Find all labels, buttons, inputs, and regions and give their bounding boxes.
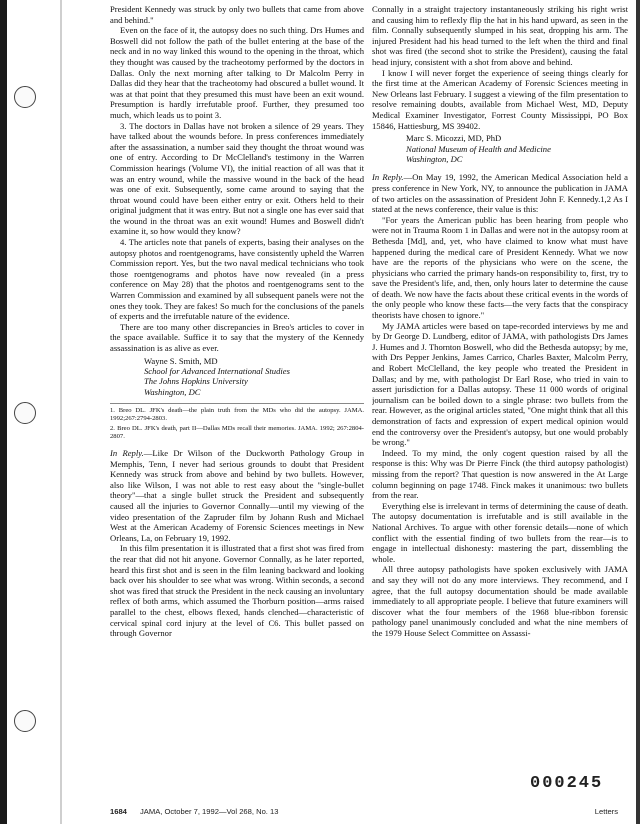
journal-citation: JAMA, October 7, 1992—Vol 268, No. 13 — [140, 807, 279, 816]
binder-hole — [14, 402, 36, 424]
quotation: "For years the American public has been hearing from people who were not in Trauma Room 1 in Dallas and were not in the autopsy room at Bethesda [Md], and, yet, who have claimed to know what must have happened during the medical care of President Kennedy. What we now have are the reports of the physicians who were on the scene, the physicians who carried the primary hands-on responsibility to, first, try to save the President's life, and, then, only hours later to determine the cause of death. We now have the facts about these critical events in the words of the only people who know these facts—the very facts that the conspiracy theorists have chosen to ignore." — [372, 214, 628, 321]
paragraph: 4. The articles note that panels of experts, basing their analyses on the autopsy photos and roentgenograms, have consistently upheld the Warren Commission report. Yes, but the two naval medical technicians who took those roentgenograms and photos have now revealed (in a press conference on May 28) that the photos and roentgenograms sent to the Warren Commission and examined by all subsequent panels were not the ones they took. They are fakes! So much for the conclusions of the panels of experts and the irrefutable nature of the evidence. — [110, 237, 364, 322]
section-label: Letters — [594, 807, 618, 816]
binder-hole — [14, 710, 36, 732]
paragraph: Indeed. To my mind, the only cogent question raised by all the response is this: Why was Dr Pierre Finck (the third autopsy pathologist) missing from the report? That question is now answered in the At Large column beginning on page 1748. Finck makes it unanimous: two bullets from the rear. — [372, 447, 628, 501]
right-column — [372, 4, 628, 808]
affiliation: National Museum of Health and Medicine — [406, 143, 551, 154]
paragraph: In this film presentation it is illustrated that a first shot was fired from the rear that did not hit anyone. Governor Connally, as he later reported, heard this first shot and is seen in the film leaning backward and looking back over his shoulder to see what was wrong. Within seconds, a second shot was fired that struck the President in the neck causing an involuntary reflex of both arms, which assumed the Thorburn position—arms raised parallel to the chest, elbows flexed, hands clenched—characteristic of cervical spinal cord injury at the level of C6. This bullet passed on through Governor — [110, 543, 364, 639]
paragraph: Connally in a straight trajectory instantaneously striking his right wrist and causing him to reflexly flip the hat in his hand upward, as seen in the film. Connally subsequently slumped in his seat, dropping his arm. The injured President had his head turned to the left when the third and final shot was fired (the second shot to strike the President), causing the fatal head injury, consistent with a shot from above and behind. — [372, 4, 628, 67]
left-column — [110, 4, 364, 804]
signature-block — [144, 356, 364, 398]
paragraph: I know I will never forget the experience of seeing things clearly for the first time at the American Academy of Forensic Sciences meeting in New Orleans last February. I suggest a viewing of the film presentation to resolve remaining doubts, available from Michael West, MD, Deputy Medical Examiner Investigator, Forrest County Mississippi, PO Box 15846, Hattiesburg, MS 39402. — [372, 67, 628, 131]
reply-text: —On May 19, 1992, the American Medical Association held a press conference in New York, NY, to announce the publication in JAMA of two articles on the assassination of President John F. Kennedy.1,2 As I stated at the news conference, their value is this: — [372, 172, 628, 215]
reply-paragraph — [110, 448, 364, 543]
scan-edge-shadow — [0, 0, 7, 824]
binder-hole — [14, 86, 36, 108]
paragraph: Everything else is irrelevant in terms of determining the cause of death. The autopsy documentation is irrefutable and is still available in the National Archives. To argue with other forensic details—none of which conflict with the essential finding of two bullets from the rear—is to engage in intellectual dishonesty: mastering the part, dissembling the whole. — [372, 500, 628, 564]
paragraph: There are too many other discrepancies in Breo's articles to cover in the space available. Suffice it to say that the mystery of the Kennedy assassination is as alive as ever. — [110, 321, 364, 353]
reply-paragraph — [372, 172, 628, 214]
affiliation: School for Advanced International Studies — [144, 366, 290, 376]
location: Washington, DC — [144, 386, 201, 397]
page-footer — [110, 807, 628, 821]
reply-text: —Like Dr Wilson of the Duckworth Pathology Group in Memphis, Tenn, I never had serious grounds to doubt that President Kennedy was struck from above and behind by two bullets. However, also like Wilson, I was not able to rest easy about the "single-bullet theory"—that a single bullet struck the President and subsequently caused all the injuries to Governor Connally—until my viewing of the video presentation of the Zapruder film by Johann Rush and Michael West at the American Academy of Forensic Sciences meetings in New Orleans, La, on February 19, 1992. — [110, 448, 364, 543]
author-name: Marc S. Micozzi, MD, PhD — [406, 133, 502, 144]
paragraph: My JAMA articles were based on tape-recorded interviews by me and by Dr George D. Lundberg, editor of JAMA, with pathologists Drs James J. Humes and J. Thornton Boswell, who did the Bethesda autopsy; by me, with Drs Pepper Jenkins, James Carrico, Charles Baxter, Malcolm Perry, and Robert McClelland, the key people who treated the President in Dallas; and by me, with pathologist Dr Earl Rose, who tried in vain to assert jurisdiction for a Dallas autopsy. These 11 000 words of original journalism can be boiled down to a single phrase: two bullets from the rear. However, as the original articles stated, "One might think that all this demonstration of facts and expression of expert medical opinion would end the controversy over the President's autopsy, but one would probably be wrong." — [372, 320, 628, 448]
affiliation: The Johns Hopkins University — [144, 376, 248, 387]
bates-stamp: 000245 — [530, 774, 604, 793]
paragraph: Even on the face of it, the autopsy does no such thing. Drs Humes and Boswell did not follow the path of the bullet entering at the base of the neck and in no way linked this wound to the opening in the throat, which they thought was caused by the tracheotomy performed by the doctors in Dallas. Only the next morning after talking to Dr Malcolm Perry in Dallas did they hear that the tracheotomy had obscured a bullet wound. It was at that point that they presumed this must have been an exit wound. Presumption is hardly irrefutable proof. Further, they presumed too much, which leads us to point 3. — [110, 25, 364, 120]
page-fold-line — [60, 0, 62, 824]
scan-right-edge — [636, 0, 640, 824]
paragraph: President Kennedy was struck by only two bullets that came from above and behind." — [110, 4, 364, 25]
reference-item: 2. Breo DL. JFK's death, part II—Dallas MDs recall their memories. JAMA. 1992; 267:2804-2807. — [110, 424, 364, 440]
paragraph: 3. The doctors in Dallas have not broken a silence of 29 years. They have talked about the wounds before. In press conferences immediately after the assassination, a number said they thought the throat wound was one of entry. According to Dr McClelland's testimony in the Warren Commission hearings (Volume VI), the initial reaction of all was that it was an entry wound, while the massive wound in the back of the head was one of exit. Subsequently, some came around to saying that the throat wound could have been either entry or exit. Others held to their original judgment that it was entry. But not a single one has ever said that the wound in the throat was an exit wound! Humes and Boswell didn't examine it, so how would they know? — [110, 120, 364, 237]
author-name: Wayne S. Smith, MD — [144, 355, 218, 366]
page-number: 1684 — [110, 807, 127, 816]
references — [110, 403, 364, 441]
reference-item: 1. Breo DL. JFK's death—the plain truth from the MDs who did the autopsy. JAMA. 1992;267:2794-2803. — [110, 407, 364, 423]
signature-block — [406, 133, 628, 164]
reply-lead: In Reply. — [110, 448, 144, 459]
location: Washington, DC — [406, 153, 463, 164]
reply-lead: In Reply. — [372, 172, 404, 183]
paragraph: All three autopsy pathologists have spoken exclusively with JAMA and say they will not do any more interviews. They recommend, and I agree, that the full autopsy documentation should be made available immediately to all appropriate people. I believe that future examiners will discover what the four members of the 1968 blue-ribbon forensic pathology panel unanimously concluded and what the nine members of the 1979 House Select Committee on Assassi- — [372, 564, 628, 638]
